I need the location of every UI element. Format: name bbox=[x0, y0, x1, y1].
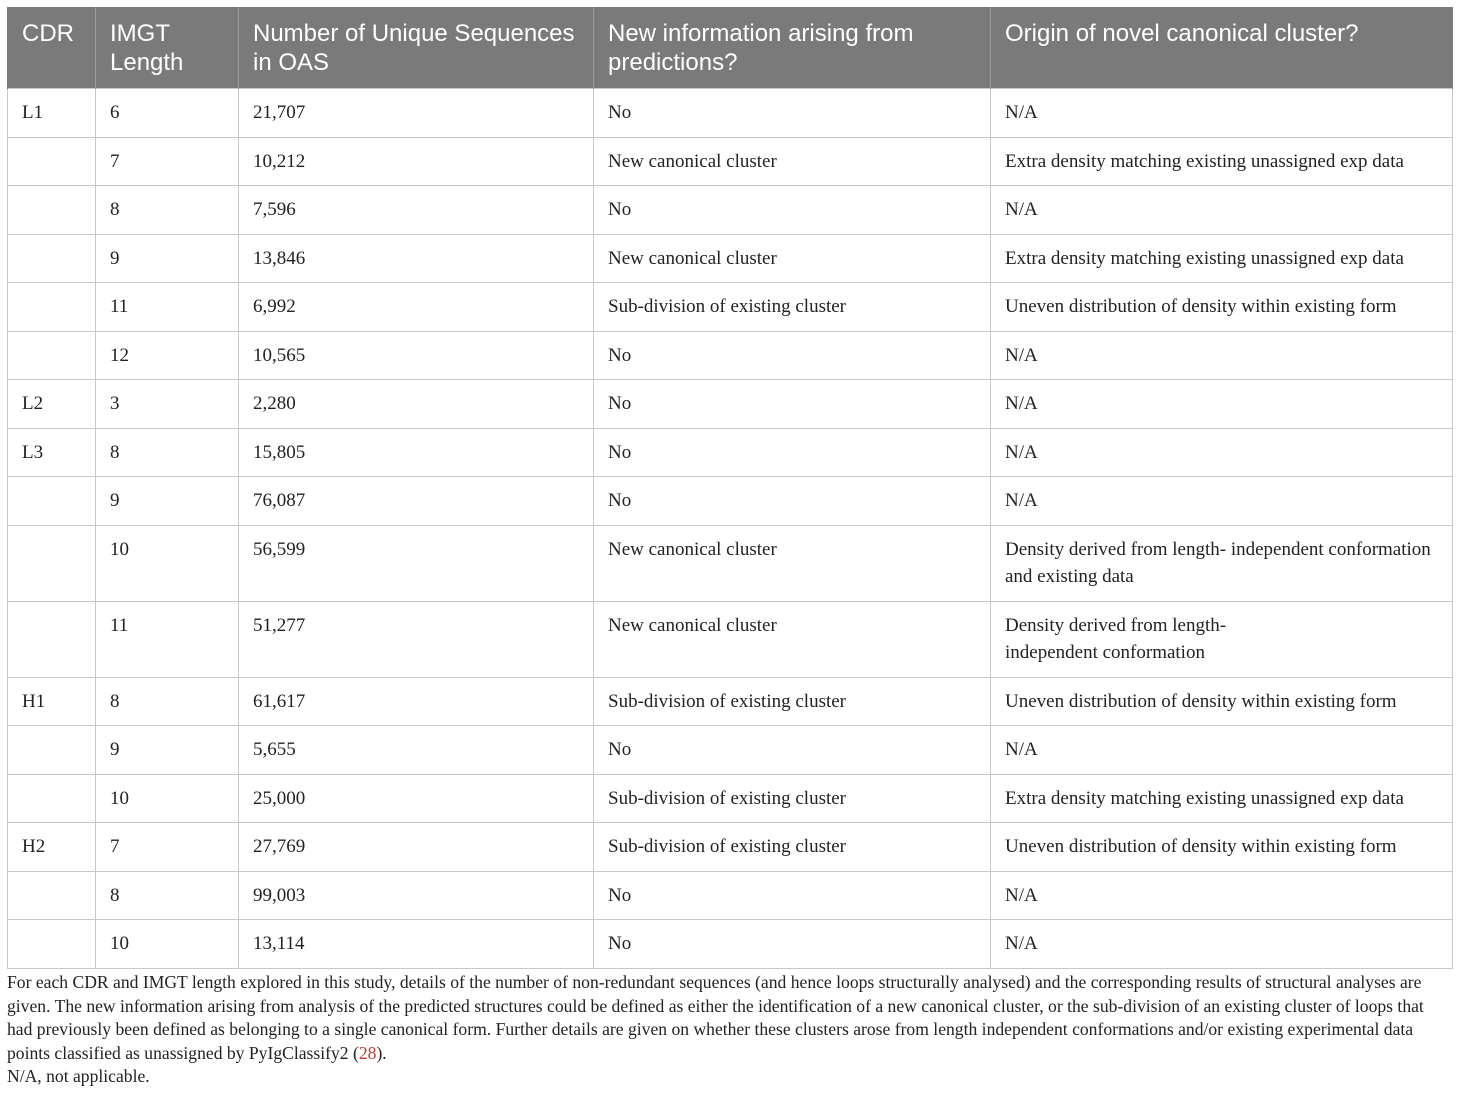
cell-new-information: Sub-division of existing cluster bbox=[594, 823, 991, 872]
table-row bbox=[8, 601, 1453, 677]
cell-cdr: L2 bbox=[8, 380, 96, 429]
cell-origin: N/A bbox=[991, 89, 1453, 138]
table-row bbox=[8, 283, 1453, 332]
cell-new-information: Sub-division of existing cluster bbox=[594, 283, 991, 332]
cell-sequence-count: 51,277 bbox=[239, 601, 594, 677]
header-unique-sequences: Number of Unique Sequences in OAS bbox=[239, 7, 594, 89]
cell-imgt-length: 10 bbox=[96, 525, 239, 601]
cell-origin: N/A bbox=[991, 871, 1453, 920]
cell-origin: N/A bbox=[991, 726, 1453, 775]
table-row bbox=[8, 380, 1453, 429]
cell-cdr: H2 bbox=[8, 823, 96, 872]
cell-origin: N/A bbox=[991, 428, 1453, 477]
cell-imgt-length: 7 bbox=[96, 823, 239, 872]
cell-cdr bbox=[8, 186, 96, 235]
cell-new-information: No bbox=[594, 477, 991, 526]
table-header bbox=[8, 7, 1453, 89]
cell-origin: Extra density matching existing unassigned exp data bbox=[991, 137, 1453, 186]
cell-cdr bbox=[8, 137, 96, 186]
cell-new-information: No bbox=[594, 428, 991, 477]
cell-new-information: No bbox=[594, 89, 991, 138]
cell-cdr bbox=[8, 234, 96, 283]
table-row bbox=[8, 477, 1453, 526]
data-table-container bbox=[7, 7, 1452, 969]
cell-sequence-count: 15,805 bbox=[239, 428, 594, 477]
header-row bbox=[8, 7, 1453, 89]
cell-sequence-count: 27,769 bbox=[239, 823, 594, 872]
cell-new-information: New canonical cluster bbox=[594, 601, 991, 677]
cell-cdr bbox=[8, 331, 96, 380]
cell-cdr bbox=[8, 525, 96, 601]
cell-origin: N/A bbox=[991, 331, 1453, 380]
cell-sequence-count: 6,992 bbox=[239, 283, 594, 332]
cell-new-information: No bbox=[594, 871, 991, 920]
cell-imgt-length: 12 bbox=[96, 331, 239, 380]
cell-cdr bbox=[8, 871, 96, 920]
cell-imgt-length: 8 bbox=[96, 428, 239, 477]
cell-sequence-count: 2,280 bbox=[239, 380, 594, 429]
header-cdr: CDR bbox=[8, 7, 96, 89]
cell-origin: N/A bbox=[991, 920, 1453, 969]
table-row bbox=[8, 677, 1453, 726]
cell-cdr: L3 bbox=[8, 428, 96, 477]
cell-cdr bbox=[8, 477, 96, 526]
cell-origin: N/A bbox=[991, 380, 1453, 429]
header-new-information: New information arising from predictions? bbox=[594, 7, 991, 89]
cell-new-information: No bbox=[594, 920, 991, 969]
cell-cdr: H1 bbox=[8, 677, 96, 726]
cell-origin: Extra density matching existing unassigned exp data bbox=[991, 774, 1453, 823]
cell-origin: Uneven distribution of density within existing form bbox=[991, 823, 1453, 872]
cell-imgt-length: 8 bbox=[96, 186, 239, 235]
abbreviation-note: N/A, not applicable. bbox=[7, 1066, 150, 1087]
cell-sequence-count: 99,003 bbox=[239, 871, 594, 920]
cell-imgt-length: 9 bbox=[96, 477, 239, 526]
cell-new-information: No bbox=[594, 186, 991, 235]
cell-origin: N/A bbox=[991, 477, 1453, 526]
header-origin-cluster: Origin of novel canonical cluster? bbox=[991, 7, 1453, 89]
cell-origin: Uneven distribution of density within existing form bbox=[991, 677, 1453, 726]
cell-sequence-count: 13,114 bbox=[239, 920, 594, 969]
cell-cdr bbox=[8, 774, 96, 823]
cell-sequence-count: 10,565 bbox=[239, 331, 594, 380]
cell-imgt-length: 9 bbox=[96, 234, 239, 283]
table-row bbox=[8, 871, 1453, 920]
cell-origin: Density derived from length- independent conformation and existing data bbox=[991, 525, 1453, 601]
cell-cdr bbox=[8, 726, 96, 775]
cell-imgt-length: 6 bbox=[96, 89, 239, 138]
table-row bbox=[8, 525, 1453, 601]
table-row bbox=[8, 920, 1453, 969]
cell-new-information: No bbox=[594, 726, 991, 775]
cell-imgt-length: 8 bbox=[96, 871, 239, 920]
cell-sequence-count: 7,596 bbox=[239, 186, 594, 235]
table-row bbox=[8, 186, 1453, 235]
header-imgt-length: IMGT Length bbox=[96, 7, 239, 89]
cell-sequence-count: 56,599 bbox=[239, 525, 594, 601]
cell-new-information: New canonical cluster bbox=[594, 137, 991, 186]
cell-origin: Extra density matching existing unassigned exp data bbox=[991, 234, 1453, 283]
cell-new-information: New canonical cluster bbox=[594, 525, 991, 601]
cell-imgt-length: 10 bbox=[96, 920, 239, 969]
cell-imgt-length: 10 bbox=[96, 774, 239, 823]
table-row bbox=[8, 774, 1453, 823]
cell-new-information: No bbox=[594, 380, 991, 429]
cell-origin: Density derived from length- independent conformation bbox=[991, 601, 1453, 677]
cell-imgt-length: 8 bbox=[96, 677, 239, 726]
cell-imgt-length: 3 bbox=[96, 380, 239, 429]
caption-text: For each CDR and IMGT length explored in this study, details of the number of non-redundant sequences (and hence loops structurally analysed) and the corresponding results of structural analyses are given. The new information arising from analysis of the predicted structures could be defined as either the identification of a new canonical cluster, or the sub-division of an existing cluster of loops that had previously been defined as belonging to a single canonical form. Further details are given on whether these clusters arose from length independent conformations and/or existing experimental data points classified as unassigned by PyIgClassify2 ( bbox=[7, 972, 1424, 1063]
caption-text-end: ). bbox=[376, 1042, 387, 1063]
cell-sequence-count: 76,087 bbox=[239, 477, 594, 526]
cell-cdr bbox=[8, 601, 96, 677]
cell-sequence-count: 21,707 bbox=[239, 89, 594, 138]
cell-imgt-length: 11 bbox=[96, 283, 239, 332]
cell-new-information: Sub-division of existing cluster bbox=[594, 677, 991, 726]
cell-new-information: New canonical cluster bbox=[594, 234, 991, 283]
cell-sequence-count: 61,617 bbox=[239, 677, 594, 726]
cell-sequence-count: 25,000 bbox=[239, 774, 594, 823]
table-row bbox=[8, 89, 1453, 138]
cell-origin: Uneven distribution of density within existing form bbox=[991, 283, 1453, 332]
cdr-results-table bbox=[7, 7, 1453, 969]
cell-imgt-length: 11 bbox=[96, 601, 239, 677]
cell-new-information: No bbox=[594, 331, 991, 380]
table-row bbox=[8, 234, 1453, 283]
table-row bbox=[8, 137, 1453, 186]
cell-sequence-count: 10,212 bbox=[239, 137, 594, 186]
caption-paragraph bbox=[7, 971, 1453, 1065]
cell-cdr bbox=[8, 920, 96, 969]
table-caption bbox=[7, 971, 1453, 1089]
table-row bbox=[8, 331, 1453, 380]
table-row bbox=[8, 823, 1453, 872]
cell-new-information: Sub-division of existing cluster bbox=[594, 774, 991, 823]
cell-sequence-count: 13,846 bbox=[239, 234, 594, 283]
table-body bbox=[8, 89, 1453, 969]
cell-cdr: L1 bbox=[8, 89, 96, 138]
cell-cdr bbox=[8, 283, 96, 332]
cell-origin: N/A bbox=[991, 186, 1453, 235]
reference-link[interactable]: 28 bbox=[358, 1042, 377, 1063]
table-row bbox=[8, 428, 1453, 477]
table-row bbox=[8, 726, 1453, 775]
cell-imgt-length: 9 bbox=[96, 726, 239, 775]
cell-sequence-count: 5,655 bbox=[239, 726, 594, 775]
cell-imgt-length: 7 bbox=[96, 137, 239, 186]
